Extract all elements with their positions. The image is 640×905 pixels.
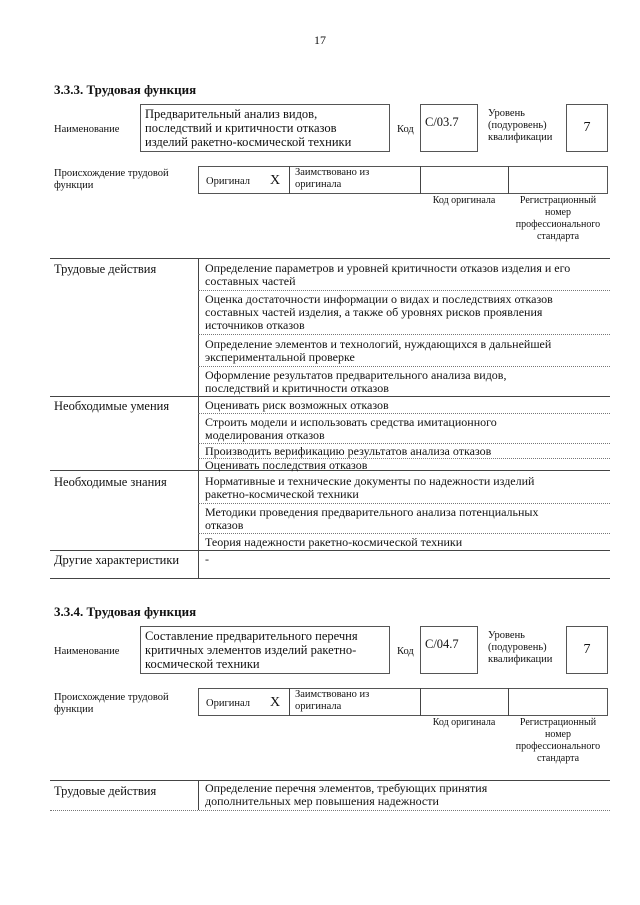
name-label: Наименование [54,646,120,657]
function-name-line: космической техники [145,657,260,671]
code-label: Код [397,646,414,657]
code-label: Код [397,124,414,135]
original-mark: X [270,173,281,188]
original-label: Оригинал [206,176,250,187]
origin-table [198,688,608,716]
reg-number-label: Регистрационный номер профессионального стандарта [515,717,601,764]
function-name-box [140,104,390,152]
original-label: Оригинал [206,698,250,709]
actions-label: Трудовые действия [54,784,157,798]
borrowed-label: Заимствовано из оригинала [295,167,370,190]
origin-label: Происхождение трудовой функции [54,168,169,191]
function-name-line: Предварительный анализ видов, [145,107,318,121]
section-title: 3.3.4. Трудовая функция [54,604,197,619]
function-name-line: критичных элементов изделий ракетно- [145,643,357,657]
section-title: 3.3.3. Трудовая функция [54,82,197,97]
skill-item: Оценивать риск возможных отказов [205,398,389,412]
knowledge-item: Методики проведения предварительного анализа потенциальных отказов [205,505,539,532]
origin-table [198,166,608,194]
action-item: Определение параметров и уровней критичности отказов изделия и его составных частей [205,261,571,288]
level-value: 7 [566,626,608,674]
original-mark: X [270,695,281,710]
orig-code-label: Код оригинала [432,717,496,728]
knowledge-item: Теория надежности ракетно-космической техники [205,535,463,549]
knowledge-label: Необходимые знания [54,475,167,489]
function-name-box [140,626,390,674]
function-name-line: изделий ракетно-космической техники [145,135,352,149]
orig-code-label: Код оригинала [432,195,496,206]
action-item: Оформление результатов предварительного анализа видов, последствий и критичности отказов [205,368,507,395]
skill-item: Оценивать последствия отказов [205,458,368,472]
skills-label: Необходимые умения [54,399,170,413]
skill-item: Строить модели и использовать средства имитационного моделирования отказов [205,415,497,442]
reg-number-label: Регистрационный номер профессионального стандарта [515,195,601,242]
skill-item: Производить верификацию результатов анализа отказов [205,444,492,458]
code-value: С/03.7 [420,104,478,152]
origin-label: Происхождение трудовой функции [54,692,169,715]
level-value: 7 [566,104,608,152]
action-item: Оценка достаточности информации о видах и последствиях отказов составных частей изделия, а также об уровнях рисков проявления источников отказов [205,292,553,332]
other-value: - [205,552,209,566]
level-label: Уровень (подуровень) квалификации [488,108,553,143]
borrowed-label: Заимствовано из оригинала [295,689,370,712]
code-value: С/04.7 [420,626,478,674]
other-label: Другие характеристики [54,553,180,567]
action-item: Определение элементов и технологий, нуждающихся в дальнейшей экспериментальной проверке [205,337,552,364]
function-name-line: Составление предварительного перечня [145,629,358,643]
page-number: 17 [314,33,326,47]
actions-label: Трудовые действия [54,262,157,276]
knowledge-item: Нормативные и технические документы по надежности изделий ракетно-космической техники [205,474,535,501]
level-label: Уровень (подуровень) квалификации [488,630,553,665]
function-name-line: последствий и критичности отказов [145,121,337,135]
name-label: Наименование [54,124,120,135]
action-item: Определение перечня элементов, требующих принятия дополнительных мер повышения надежности [205,781,488,808]
